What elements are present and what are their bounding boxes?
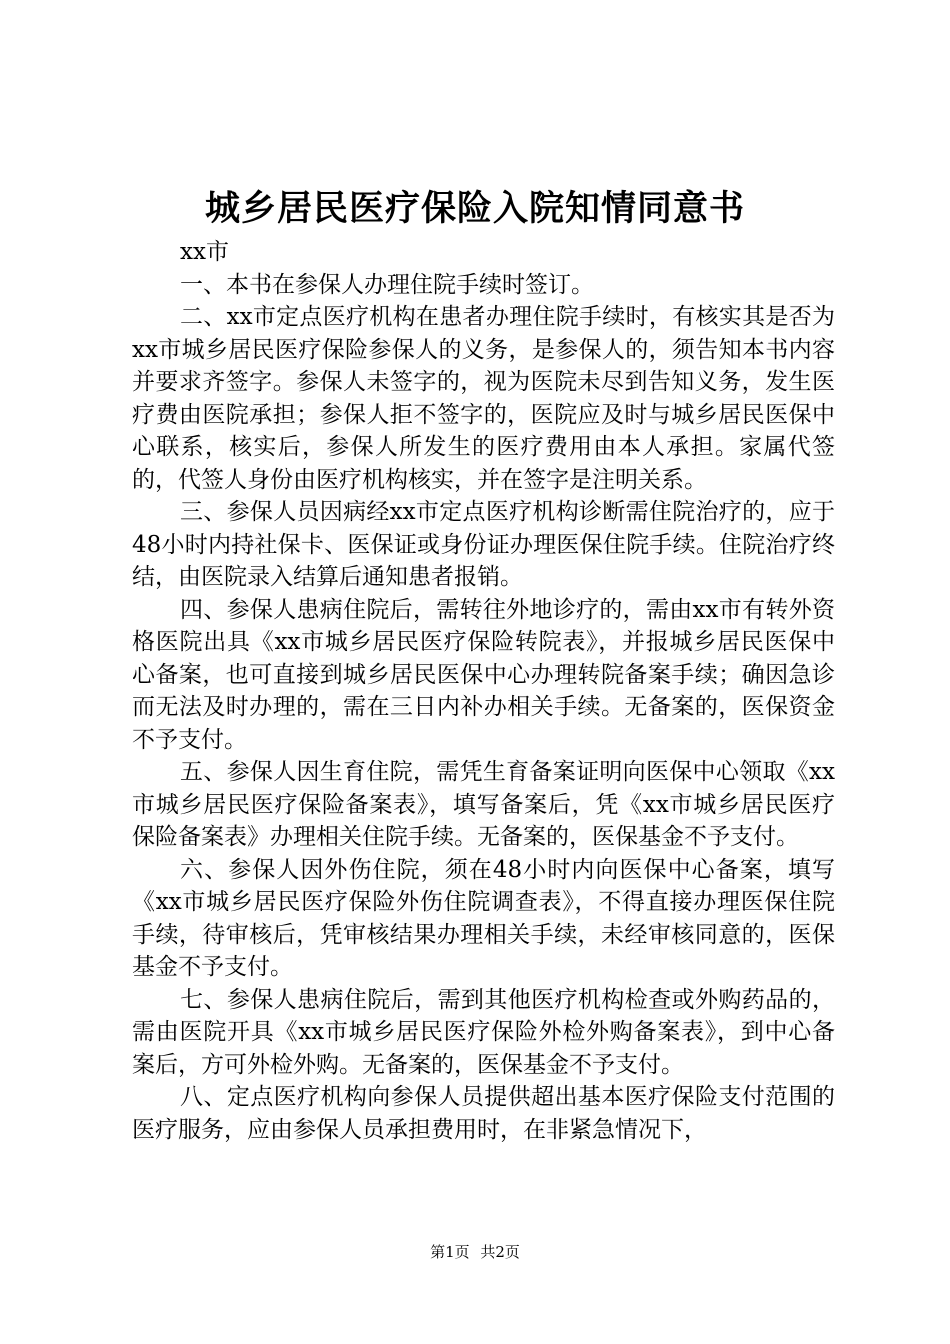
document-body [132, 236, 835, 1146]
paragraph-7: 七、参保人患病住院后，需到其他医疗机构检查或外购药品的，需由医院开具《xx市城乡居民医疗保险外检外购备案表》，到中心备案后，方可外检外购。无备案的，医保基金不予支付。 [132, 986, 835, 1078]
paragraph-1: 一、本书在参保人办理住院手续时签订。 [180, 271, 594, 298]
document-title: 城乡居民医疗保险入院知情同意书 [204, 188, 745, 229]
page-footer [0, 1241, 950, 1263]
paragraph-8: 八、定点医疗机构向参保人员提供超出基本医疗保险支付范围的医疗服务，应由参保人员承担费用时，在非紧急情况下， [132, 1084, 835, 1143]
paragraph-5: 五、参保人因生育住院，需凭生育备案证明向医保中心领取《xx市城乡居民医疗保险备案表》，填写备案后，凭《xx市城乡居民医疗保险备案表》办理相关住院手续。无备案的，医保基金不予支付。 [132, 759, 835, 850]
paragraph-2: 二、xx市定点医疗机构在患者办理住院手续时，有核实其是否为xx市城乡居民医疗保险参保人的义务，是参保人的，须告知本书内容并要求齐签字。参保人未签字的，视为医院未尽到告知义务，发生医疗费由医院承担；参保人拒不签字的，医院应及时与城乡居民医保中心联系，核实后，参保人所发生的医疗费用由本人承担。家属代签的，代签人身份由医疗机构核实，并在签字是注明关系。 [132, 304, 835, 493]
paragraph-3: 三、参保人员因病经xx市定点医疗机构诊断需住院治疗的，应于48小时内持社保卡、医保证或身份证办理医保住院手续。住院治疗终结，由医院录入结算后通知患者报销。 [132, 499, 835, 590]
page-number-current: 第1页 [430, 1243, 470, 1261]
paragraph-6: 六、参保人因外伤住院，须在48小时内向医保中心备案，填写《xx市城乡居民医疗保险外伤住院调查表》，不得直接办理医保住院手续，待审核后，凭审核结果办理相关手续，未经审核同意的，医保基金不予支付。 [132, 856, 835, 980]
salutation: xx市 [180, 239, 229, 265]
page-number-total: 共2页 [480, 1243, 520, 1261]
paragraph-4: 四、参保人患病住院后，需转往外地诊疗的，需由xx市有转外资格医院出具《xx市城乡居民医疗保险转院表》，并报城乡居民医保中心备案，也可直接到城乡居民医保中心办理转院备案手续；确因急诊而无法及时办理的，需在三日内补办相关手续。无备案的，医保资金不予支付。 [132, 596, 835, 753]
